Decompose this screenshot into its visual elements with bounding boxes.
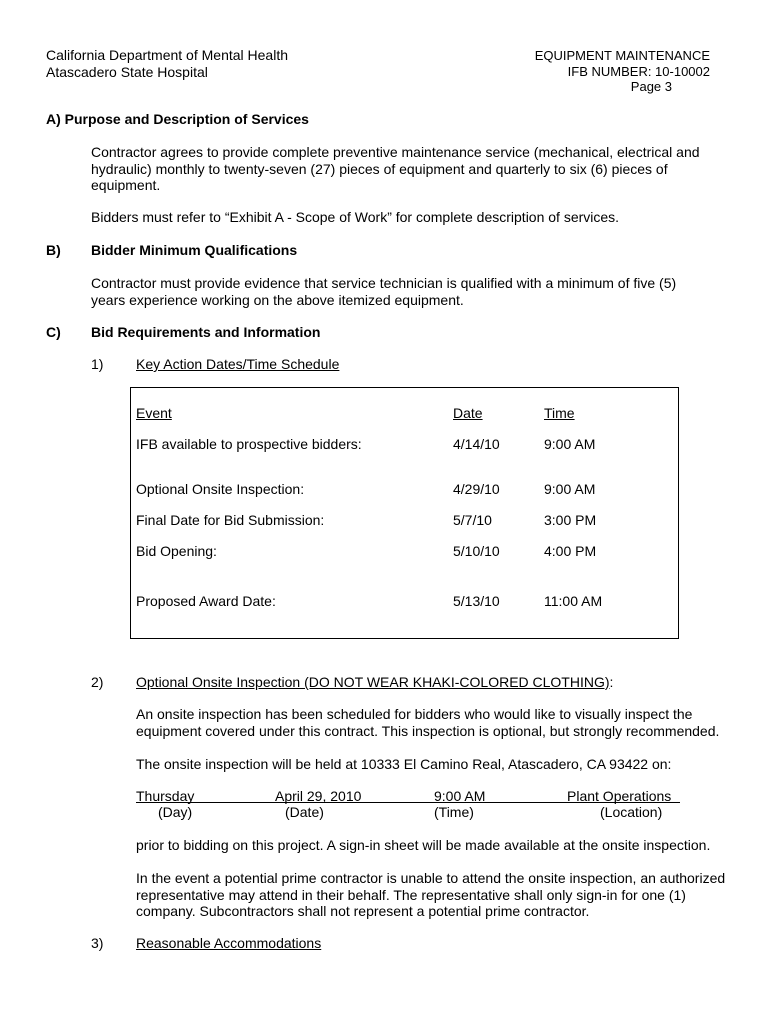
section-c-heading: Bid Requirements and Information — [91, 324, 321, 340]
item-3-number: 3) — [91, 935, 104, 951]
table-row-2-date: 4/29/10 — [453, 481, 500, 497]
schedule-location-value: Plant Operations — [567, 788, 672, 804]
table-row-3-time: 3:00 PM — [544, 512, 597, 528]
table-row-2-time: 9:00 AM — [544, 481, 596, 497]
table-row-2-event: Optional Onsite Inspection: — [136, 481, 305, 497]
header-department: California Department of Mental Health — [46, 47, 289, 63]
table-row-3-event: Final Date for Bid Submission: — [136, 512, 325, 528]
item-2-title-colon: : — [609, 674, 614, 690]
item-2-title: Optional Onsite Inspection (DO NOT WEAR KHAKI-COLORED CLOTHING) — [136, 674, 610, 690]
section-c-letter: C) — [46, 324, 61, 340]
table-row-5-time: 11:00 AM — [544, 593, 603, 609]
table-header-event: Event — [136, 405, 172, 421]
table-row-5-date: 5/13/10 — [453, 593, 500, 609]
table-row-5-event: Proposed Award Date: — [136, 593, 276, 609]
table-row-1-time: 9:00 AM — [544, 436, 596, 452]
table-row-3-date: 5/7/10 — [453, 512, 492, 528]
section-b-letter: B) — [46, 242, 61, 258]
item-2-paragraph-3: prior to bidding on this project. A sign-in sheet will be made available at the onsite inspection. — [136, 837, 711, 853]
schedule-date-label: (Date) — [285, 804, 324, 820]
table-row-4-event: Bid Opening: — [136, 543, 217, 559]
schedule-time-value: 9:00 AM — [434, 788, 486, 804]
item-2-number: 2) — [91, 674, 104, 690]
section-a-heading: A) Purpose and Description of Services — [46, 111, 309, 127]
table-row-4-time: 4:00 PM — [544, 543, 597, 559]
item-2-paragraph-1: An onsite inspection has been scheduled for bidders who would like to visually inspect the equipment covered under this contract. This inspection is optional, but strongly recommended. — [136, 706, 720, 739]
item-1-number: 1) — [91, 356, 104, 372]
schedule-day-label: (Day) — [158, 804, 193, 820]
section-a-paragraph-2: Bidders must refer to “Exhibit A - Scope of Work” for complete description of services. — [91, 209, 620, 225]
section-b-paragraph: Contractor must provide evidence that service technician is qualified with a minimum of five (5) years experience working on the above itemized equipment. — [91, 275, 677, 308]
table-header-time: Time — [544, 405, 575, 421]
section-b-heading: Bidder Minimum Qualifications — [91, 242, 298, 258]
table-row-1-date: 4/14/10 — [453, 436, 500, 452]
table-row-1-event: IFB available to prospective bidders: — [136, 436, 362, 452]
header-page-number: Page 3 — [630, 79, 672, 94]
header-hospital: Atascadero State Hospital — [46, 64, 208, 80]
item-2-paragraph-2: The onsite inspection will be held at 10333 El Camino Real, Atascadero, CA 93422 on: — [136, 756, 672, 772]
header-ifb-number: IFB NUMBER: 10-10002 — [567, 64, 710, 79]
item-1-title: Key Action Dates/Time Schedule — [136, 356, 340, 372]
header-doc-title: EQUIPMENT MAINTENANCE — [534, 48, 710, 63]
item-3-title: Reasonable Accommodations — [136, 935, 322, 951]
schedule-underline — [136, 802, 680, 803]
table-row-4-date: 5/10/10 — [453, 543, 500, 559]
schedule-date-value: April 29, 2010 — [275, 788, 362, 804]
schedule-time-label: (Time) — [434, 804, 474, 820]
item-2-paragraph-4: In the event a potential prime contractor is unable to attend the onsite inspection, an authorized representative may attend in their behalf. The representative shall only sign-in for one (1) company. Subcontractors shall not represent a potential prime contractor. — [136, 870, 726, 919]
section-a-paragraph-1: Contractor agrees to provide complete preventive maintenance service (mechanical, electrical and hydraulic) monthly to twenty-seven (27) pieces of equipment and quarterly to six (6) pieces of equipment. — [91, 144, 700, 193]
schedule-day-value: Thursday — [136, 788, 195, 804]
table-header-date: Date — [453, 405, 483, 421]
item-2-title-line — [136, 674, 613, 690]
schedule-location-label: (Location) — [600, 804, 663, 820]
